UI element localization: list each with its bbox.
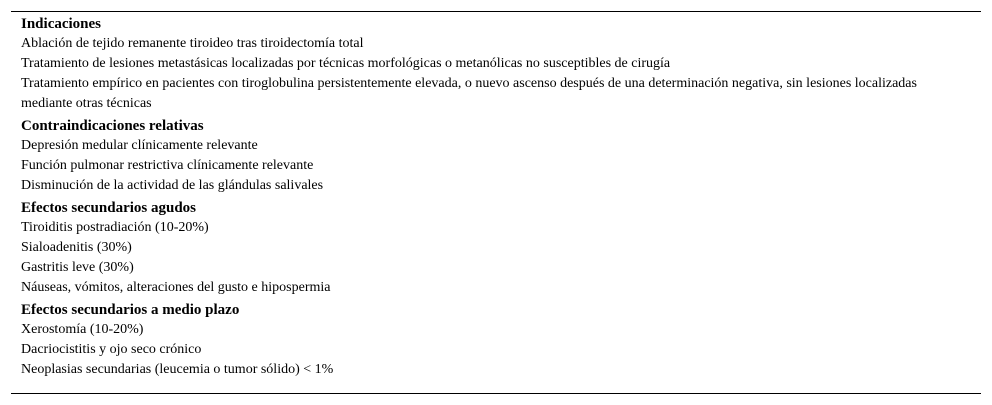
list-item: Función pulmonar restrictiva clínicamente relevante xyxy=(21,158,314,173)
list-item: Disminución de la actividad de las glándulas salivales xyxy=(21,178,324,193)
list-item: Gastritis leve (30%) xyxy=(21,260,134,275)
list-item: Depresión medular clínicamente relevante xyxy=(21,138,258,153)
table-bottom-rule xyxy=(11,393,981,394)
list-item: Tratamiento de lesiones metastásicas localizadas por técnicas morfológicas o metanólicas no susceptibles de cirugía xyxy=(21,56,671,71)
section-contraindicaciones xyxy=(21,116,971,196)
section-indicaciones xyxy=(21,14,971,114)
list-item: Tiroiditis postradiación (10-20%) xyxy=(21,220,209,235)
section-efectos-agudos xyxy=(21,198,971,298)
section-heading: Efectos secundarios agudos xyxy=(21,200,197,216)
section-heading: Efectos secundarios a medio plazo xyxy=(21,302,240,318)
section-heading: Contraindicaciones relativas xyxy=(21,118,204,134)
list-item: Sialoadenitis (30%) xyxy=(21,240,132,255)
indications-table xyxy=(21,14,971,380)
table-top-rule xyxy=(11,11,981,12)
list-item: Tratamiento empírico en pacientes con tiroglobulina persistentemente elevada, o nuevo ascenso después de una determinación negativa, sin lesiones localizadas mediante otras técnicas xyxy=(21,76,917,111)
list-item: Neoplasias secundarias (leucemia o tumor sólido) < 1% xyxy=(21,362,334,377)
section-efectos-medio-plazo xyxy=(21,300,971,380)
list-item: Ablación de tejido remanente tiroideo tras tiroidectomía total xyxy=(21,36,364,51)
list-item: Dacriocistitis y ojo seco crónico xyxy=(21,342,202,357)
section-heading: Indicaciones xyxy=(21,16,102,32)
list-item: Náuseas, vómitos, alteraciones del gusto e hipospermia xyxy=(21,280,331,295)
list-item: Xerostomía (10-20%) xyxy=(21,322,144,337)
